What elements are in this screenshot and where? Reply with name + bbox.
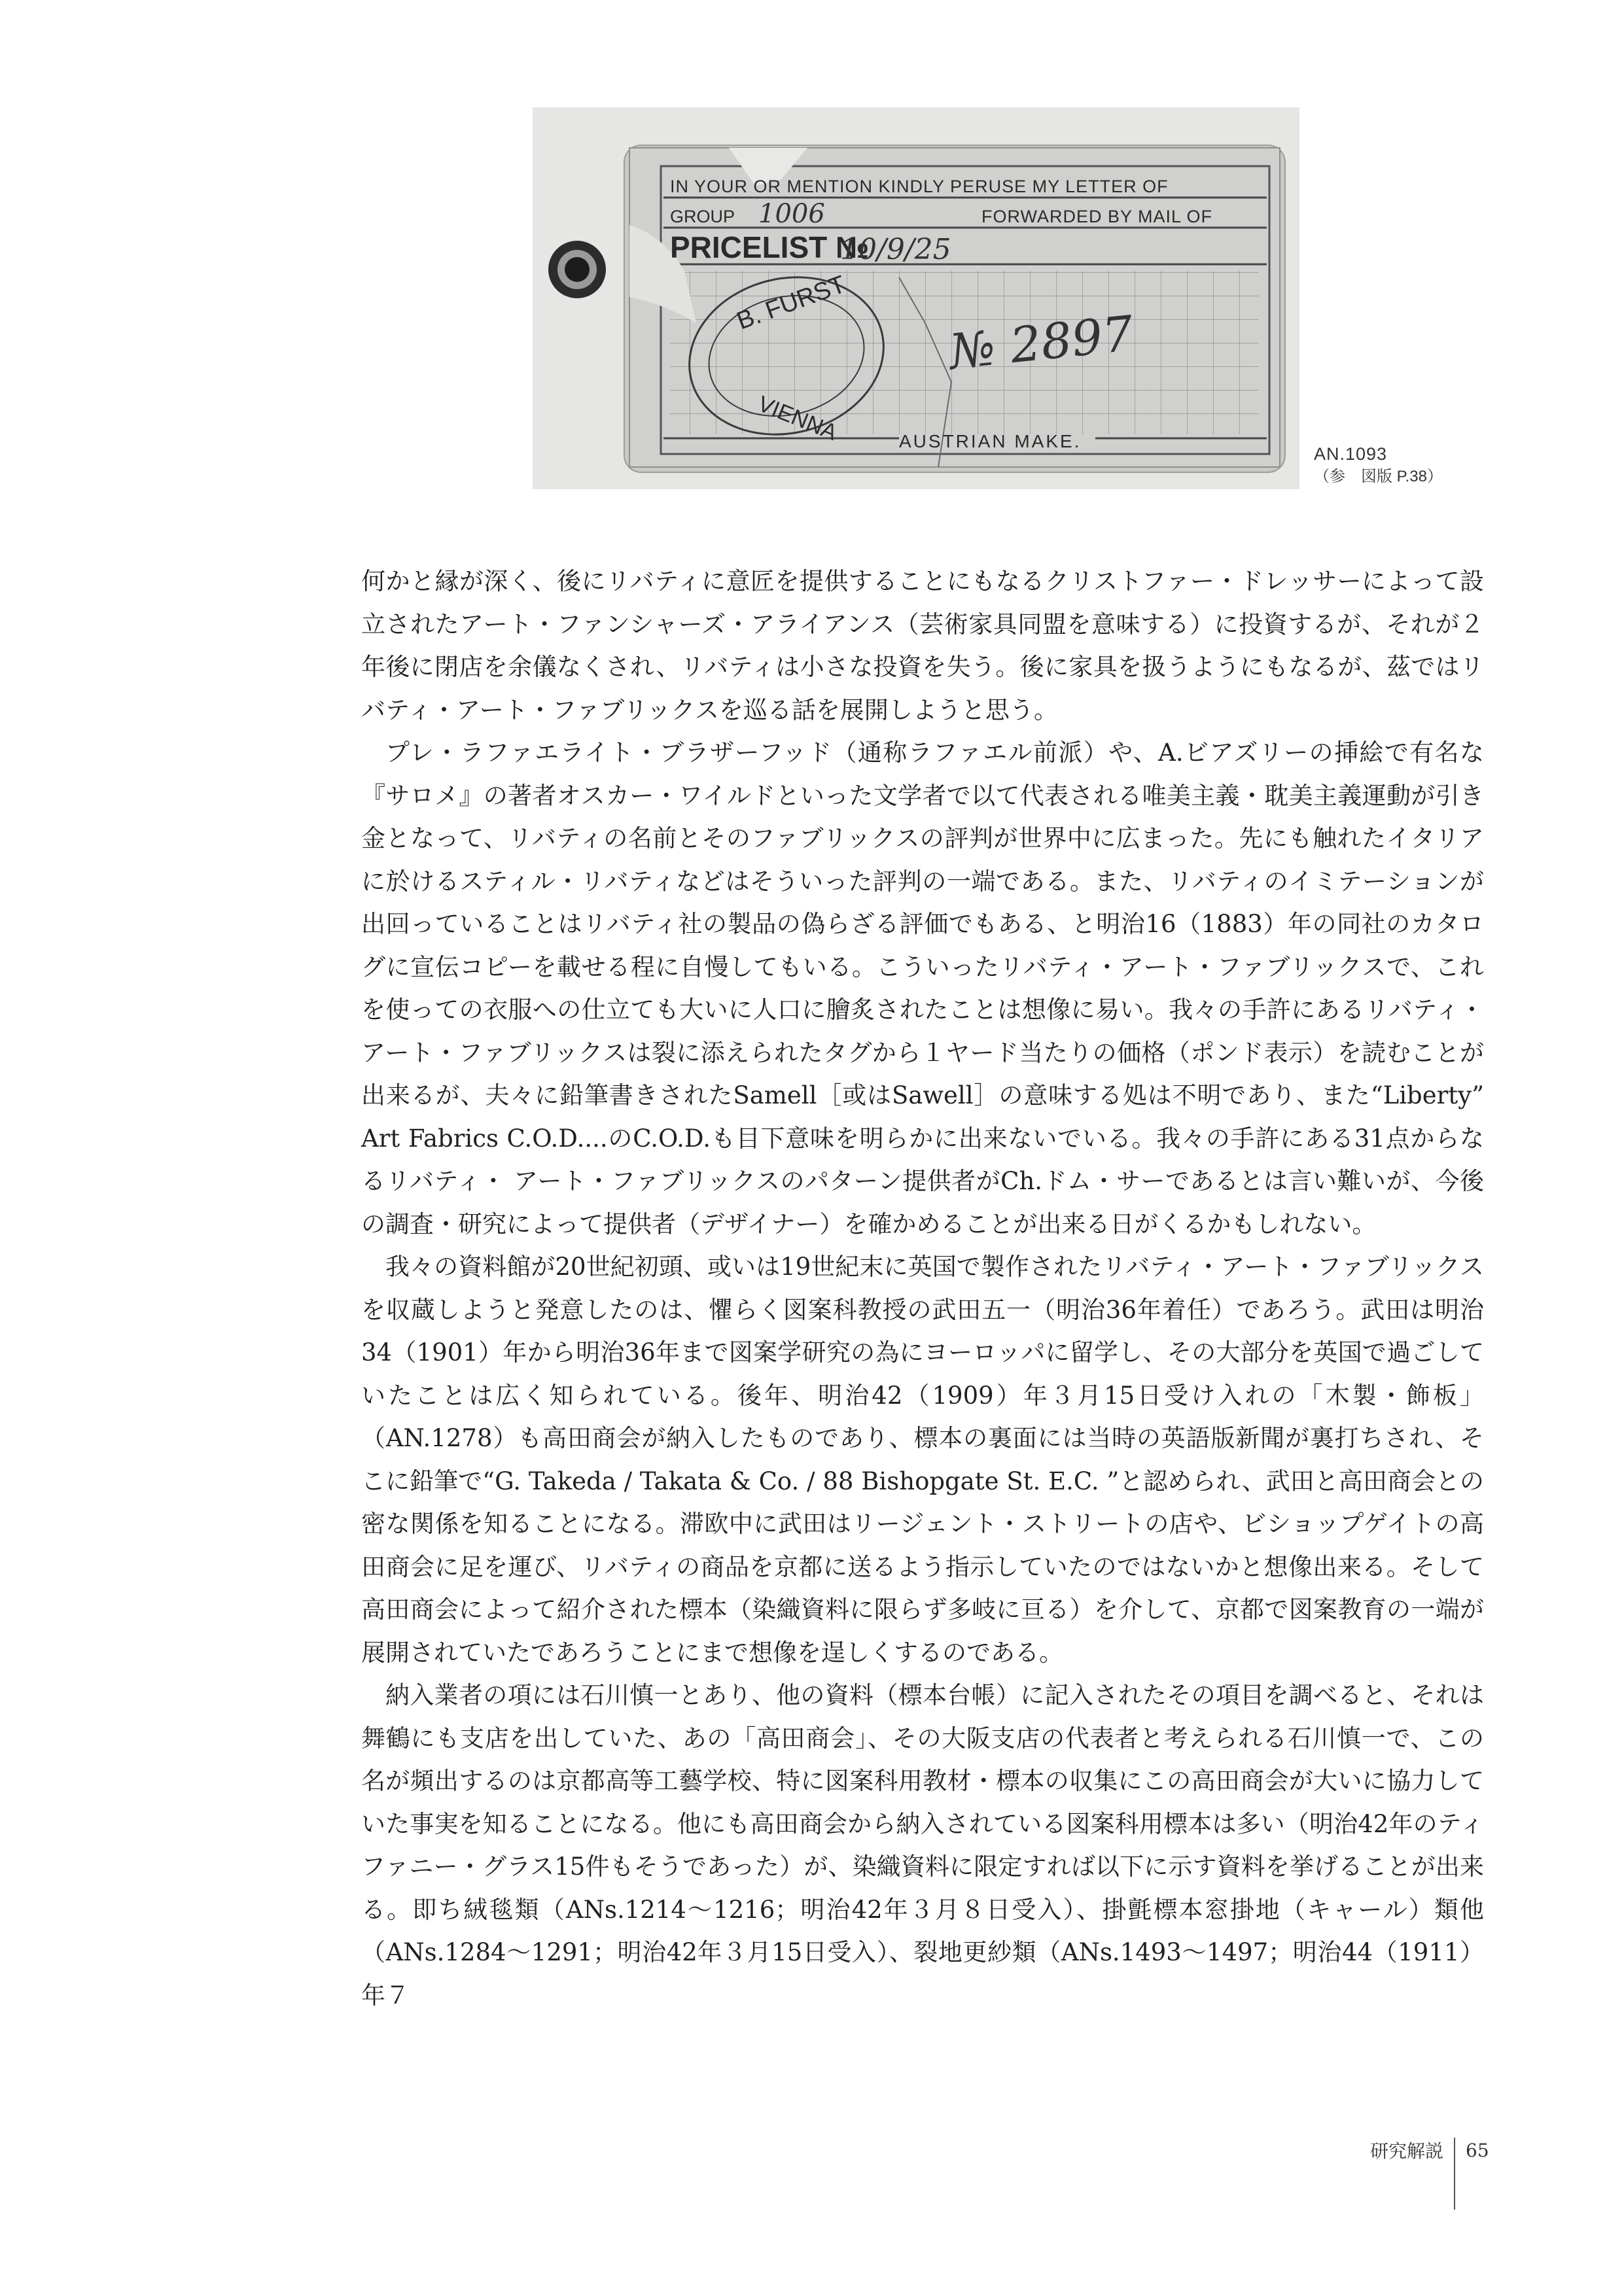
article-body xyxy=(361,560,1484,2017)
tag-group-label: GROUP xyxy=(670,207,735,226)
paragraph: 納入業者の項には石川慎一とあり、他の資料（標本台帳）に記入されたその項目を調べると、それは舞鶴にも支店を出していた、あの「高田商会」、その大阪支店の代表者と考えられる石川慎一で、この名が頻出するのは京都高等工藝学校、特に図案科用教材・標本の収集にこの高田商会が大いに協力していた事実を知ることになる。他にも高田商会から納入されている図案科用標本は多い（明治42年のティファニー・グラス15件もそうであった）が、染織資料に限定すれば以下に示す資料を挙げることが出来る。即ち絨毯類（ANs.1214〜1216；明治42年３月８日受入）、掛氈標本窓掛地（キャール）類他（ANs.1284〜1291；明治42年３月15日受入）、裂地更紗類（ANs.1493〜1497；明治44（1911）年７ xyxy=(361,1681,1484,2009)
tag-pricelist-label: PRICELIST № xyxy=(670,230,870,264)
tag-stamp-top: B. FURST xyxy=(733,270,849,336)
tag-forwarded-label: FORWARDED BY MAIL OF xyxy=(981,207,1213,226)
paragraph: 我々の資料館が20世紀初頭、或いは19世紀末に英国で製作されたリバティ・アート・ファブリックスを収蔵しようと発意したのは、懼らく図案科教授の武田五一（明治36年着任）であろう。武田は明治34（1901）年から明治36年まで図案学研究の為にヨーロッパに留学し、その大部分を英国で過ごしていたことは広く知られている。後年、明治42（1909）年３月15日受け入れの「木製・飾板」（AN.1278）も高田商会が納入したものであり、標本の裏面には当時の英語版新聞が裏打ちされ、そこに鉛筆で“G. Takeda / Takata & Co. / 88 Bishopgate St. E.C. ”と認められ、武田と高田商会との密な関係を知ることになる。滞欧中に武田はリージェント・ストリートの店や、ビショップゲイトの高田商会に足を運び、リバティの商品を京都に送るよう指示していたのではないかと想像出来る。そして高田商会によって紹介された標本（染織資料に限らず多岐に亘る）を介して、京都で図案教育の一端が展開されていたであろうことにまで想像を逞しくするのである。 xyxy=(361,1253,1484,1667)
footer-divider xyxy=(1454,2138,1455,2210)
page-footer xyxy=(1370,2114,1489,2186)
specimen-tag-photo xyxy=(533,107,1299,489)
tag-handwritten-number: № 2897 xyxy=(946,305,1137,381)
tag-stamp-bottom: VIENNA xyxy=(754,391,841,445)
section-label: 研究解説 xyxy=(1370,2140,1444,2162)
tag-austrian-make: AUSTRIAN MAKE. xyxy=(899,431,1082,451)
caption-id: AN.1093 xyxy=(1314,444,1388,464)
page-number: 65 xyxy=(1466,2139,1489,2161)
paragraph: 何かと縁が深く、後にリバティに意匠を提供することにもなるクリストファー・ドレッサーによって設立されたアート・ファンシャーズ・アライアンス（芸術家具同盟を意味する）に投資するが、それが２年後に閉店を余儀なくされ、リバティは小さな投資を失う。後に家具を扱うようにもなるが、茲ではリバティ・アート・ファブリックスを巡る話を展開しようと思う。 xyxy=(361,567,1484,724)
tag-group-value: 1006 xyxy=(758,199,825,229)
paragraph: プレ・ラファエライト・ブラザーフッド（通称ラファエル前派）や、A.ビアズリーの挿絵で有名な『サロメ』の著者オスカー・ワイルドといった文学者で以て代表される唯美主義・耽美主義運動が引き金となって、リバティの名前とそのファブリックスの評判が世界中に広まった。先にも触れたイタリアに於けるスティル・リバティなどはそういった評判の一端である。また、リバティのイミテーションが出回っていることはリバティ社の製品の偽らざる評価でもある、と明治16（1883）年の同社のカタログに宣伝コピーを載せる程に自慢してもいる。こういったリバティ・アート・ファブリックスで、これを使っての衣服への仕立ても大いに人口に膾炙されたことは想像に易い。我々の手許にあるリバティ・アート・ファブリックスは裂に添えられたタグから１ヤード当たりの価格（ポンド表示）を読むことが出来るが、夫々に鉛筆書きされたSamell［或はSawell］の意味する処は不明であり、また“Liberty” Art Fabrics C.O.D....のC.O.D.も目下意味を明らかに出来ないでいる。我々の手許にある31点からなるリバティ・ アート・ファブリックスのパターン提供者がCh.ドム・サーであるとは言い難いが、今後の調査・研究によって提供者（デザイナー）を確かめることが出来る日がくるかもしれない。 xyxy=(361,739,1484,1238)
caption-reference: （参 図版 P.38） xyxy=(1314,468,1443,485)
figure-caption xyxy=(1314,442,1443,488)
tag-pricelist-value: 10/9/25 xyxy=(840,233,951,266)
tag-text-line1: IN YOUR OR MENTION KINDLY PERUSE MY LETTER OF xyxy=(670,177,1169,196)
